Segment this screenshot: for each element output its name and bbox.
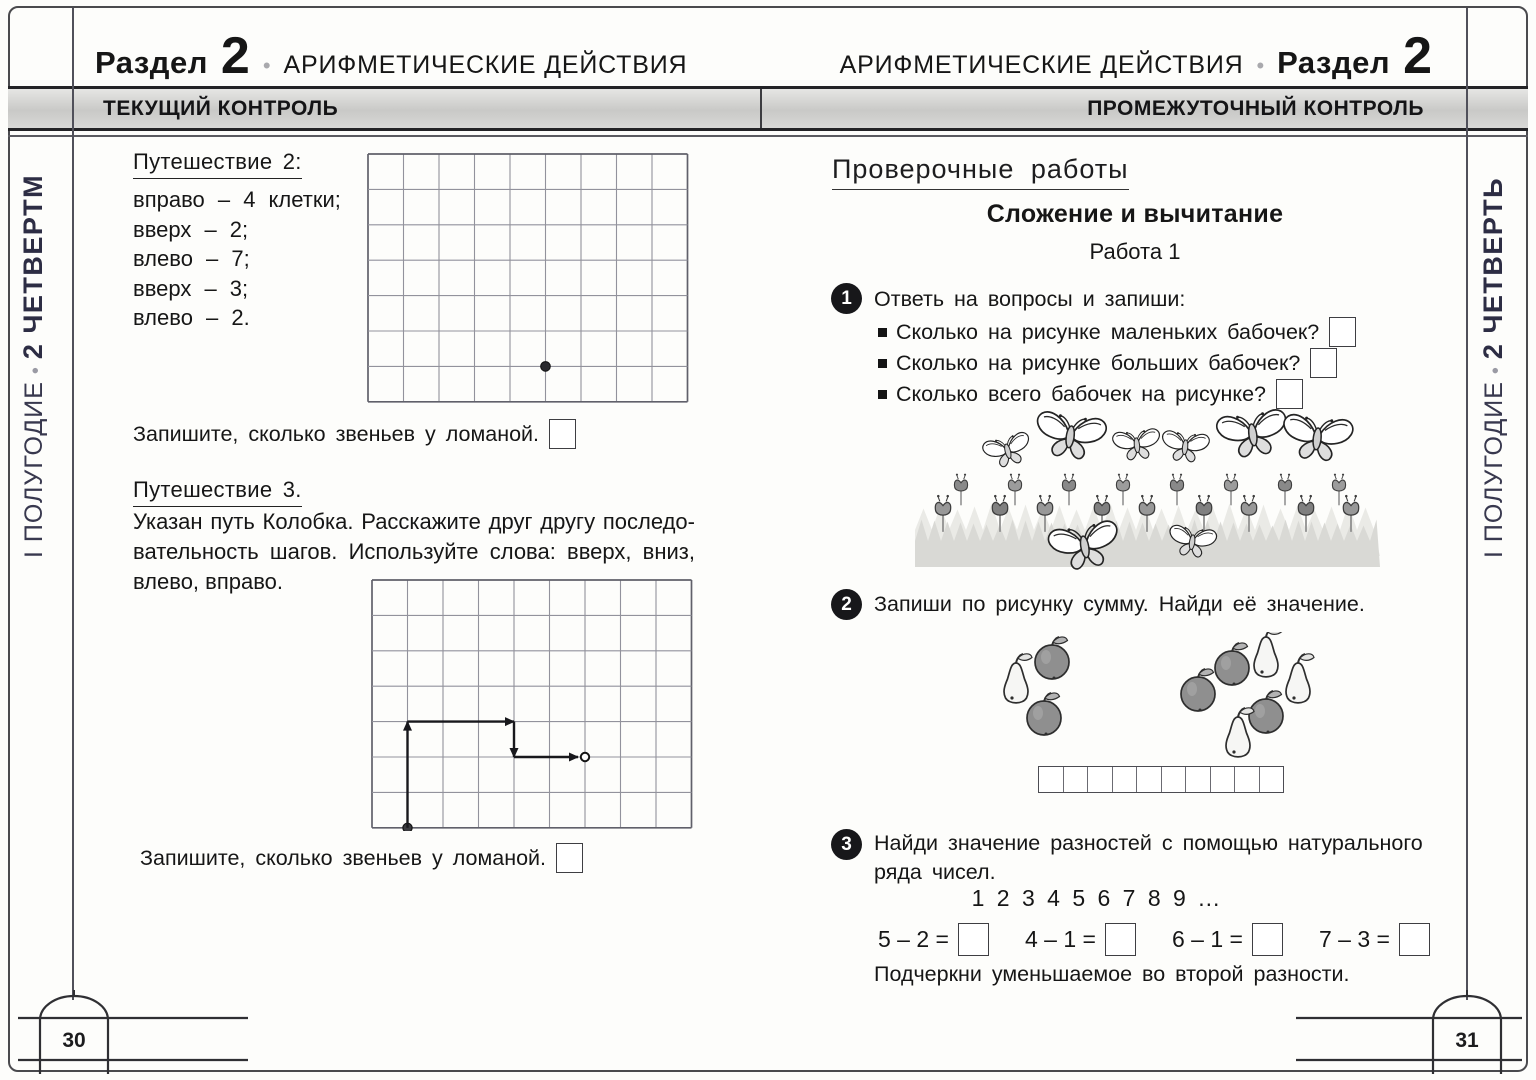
links-question-text: Запишите, сколько звеньев у ломаной. (140, 846, 547, 870)
coordinate-grid-1 (365, 151, 691, 405)
question-1-badge: 1 (831, 283, 862, 314)
left-sidebar-caption (18, 174, 49, 558)
band-center-divider (760, 89, 762, 128)
answer-box[interactable] (549, 419, 576, 449)
answer-box[interactable] (1252, 923, 1283, 956)
small-butterfly-icon (1112, 428, 1162, 461)
links-question-text: Запишите, сколько звеньев у ломаной. (133, 422, 540, 446)
question-3-badge: 3 (831, 829, 862, 860)
paragraph-line: Указан путь Колобка. Расскажите друг другу последо- (133, 509, 695, 534)
journey-2-steps (133, 185, 341, 333)
bullet-square-icon (878, 359, 887, 368)
tulip-flower-icon (1224, 474, 1237, 506)
links-question-2 (140, 843, 583, 873)
apple-icon (1181, 669, 1215, 712)
left-page-header (95, 27, 688, 85)
answer-box[interactable] (1399, 923, 1430, 956)
answer-box[interactable] (556, 843, 583, 873)
question-2-text: Запиши по рисунку сумму. Найди её значение. (874, 592, 1365, 616)
quarter-label: 2 ЧЕТВЕРТМ (18, 173, 48, 360)
page-number-right: 31 (1455, 1029, 1479, 1052)
apple-icon (1035, 637, 1069, 680)
step-line: вверх – 2; (133, 216, 249, 242)
half-year-label: I ПОЛУГОДИЕ (20, 381, 48, 558)
question-3-line-1: Найди значение разностей с помощью натурального (874, 831, 1423, 855)
tulip-flower-icon (1008, 474, 1021, 506)
right-margin-rule (1466, 8, 1468, 1000)
left-margin-rule (72, 8, 74, 1000)
journey-2-title: Путешествие 2: (133, 149, 302, 179)
pear-icon (1254, 632, 1282, 677)
answer-strip-cell[interactable] (1137, 767, 1162, 792)
separator-dot-icon: • (1256, 53, 1265, 78)
small-butterfly-icon (981, 431, 1034, 471)
separator-dot-icon: • (1485, 366, 1507, 375)
subtraction-equations-row (878, 923, 1430, 956)
answer-box[interactable] (1329, 317, 1356, 347)
section-label: Раздел (1277, 45, 1391, 80)
answer-strip-cell[interactable] (1039, 767, 1064, 792)
tulip-flower-icon (1062, 474, 1075, 506)
section-label: Раздел (95, 45, 208, 80)
answer-box[interactable] (1105, 923, 1136, 956)
question-text: Сколько всего бабочек на рисунке? (896, 382, 1266, 406)
large-butterfly-icon (1033, 411, 1107, 462)
apple-icon (1215, 643, 1249, 686)
right-page-number-ornament (1296, 990, 1528, 1074)
paragraph-line: вательность шагов. Используйте слова: вверх, вниз, (133, 539, 695, 564)
answer-strip-cell[interactable] (1088, 767, 1113, 792)
apple-icon (1027, 693, 1061, 736)
question-text: Сколько на рисунке маленьких бабочек? (896, 320, 1320, 344)
equation-text: 6 – 1 = (1172, 926, 1243, 952)
tulip-flower-icon (1170, 474, 1183, 506)
section-number: 2 (1403, 27, 1432, 85)
tulip-flower-icon (1278, 474, 1291, 506)
answer-box[interactable] (1310, 348, 1337, 378)
apple-icon (1249, 691, 1283, 734)
answer-strip-cell[interactable] (1235, 767, 1260, 792)
butterflies-and-flowers-illustration (915, 400, 1380, 585)
separator-dot-icon: • (262, 53, 271, 78)
step-line: влево – 7; (133, 246, 250, 271)
answer-strip-cell[interactable] (1186, 767, 1211, 792)
tulip-flower-icon (954, 474, 967, 506)
equation-group (1025, 923, 1136, 956)
answer-strip[interactable] (1038, 766, 1284, 793)
coordinate-grid-2 (369, 577, 695, 831)
section-number: 2 (220, 27, 250, 85)
pear-icon (1004, 654, 1032, 703)
answer-box[interactable] (958, 923, 989, 956)
topic-subtitle: Сложение и вычитание (986, 200, 1284, 228)
page-number-left: 30 (62, 1029, 86, 1052)
control-band (8, 86, 1528, 131)
works-title: Проверочные работы (832, 154, 1129, 190)
bullet-square-icon (878, 390, 887, 399)
answer-strip-cell[interactable] (1162, 767, 1187, 792)
apples-and-pears-illustration (948, 632, 1368, 762)
equation-group (1319, 923, 1430, 956)
step-line: вправо – 4 клетки; (133, 187, 341, 212)
paragraph-line: влево, вправо. (133, 569, 284, 594)
answer-strip-cell[interactable] (1064, 767, 1089, 792)
current-control-label: ТЕКУЩИЙ КОНТРОЛЬ (103, 96, 339, 120)
equation-group (878, 923, 989, 956)
question-2-badge: 2 (831, 589, 862, 620)
work-number: Работа 1 (1089, 239, 1181, 264)
intermediate-control-label: ПРОМЕЖУТОЧНЫЙ КОНТРОЛЬ (1087, 96, 1424, 120)
journey-3-title: Путешествие 3. (133, 477, 302, 507)
small-butterfly-icon (1160, 430, 1210, 463)
equation-text: 7 – 3 = (1319, 926, 1390, 952)
equation-group (1172, 923, 1283, 956)
bullet-square-icon (878, 328, 887, 337)
answer-strip-cell[interactable] (1113, 767, 1138, 792)
answer-strip-cell[interactable] (1260, 767, 1284, 792)
quarter-label: 2 ЧЕТВЕРТЬ (1478, 177, 1508, 360)
equation-text: 4 – 1 = (1025, 926, 1096, 952)
question-1-item (878, 317, 1356, 347)
right-sidebar-caption (1478, 177, 1509, 558)
separator-dot-icon: • (25, 366, 47, 375)
section-title: АРИФМЕТИЧЕСКИЕ ДЕЙСТВИЯ (283, 51, 688, 79)
step-line: вверх – 3; (133, 275, 249, 301)
section-title: АРИФМЕТИЧЕСКИЕ ДЕЙСТВИЯ (839, 51, 1244, 79)
large-butterfly-icon (1216, 409, 1290, 460)
step-line: влево – 2. (133, 305, 250, 330)
half-year-label: I ПОЛУГОДИЕ (1480, 381, 1508, 558)
answer-strip-cell[interactable] (1211, 767, 1236, 792)
question-3-line-2: ряда чисел. (874, 860, 996, 884)
right-page-header (839, 27, 1432, 85)
equation-text: 5 – 2 = (878, 926, 949, 952)
pear-icon (1286, 654, 1314, 703)
question-3-footer: Подчеркни уменьшаемое во второй разности. (874, 962, 1350, 986)
natural-number-row: 1 2 3 4 5 6 7 8 9 ... (971, 885, 1221, 911)
question-1-item (878, 348, 1337, 378)
tulip-flower-icon (1332, 474, 1345, 506)
links-question-1 (133, 419, 576, 449)
question-text: Сколько на рисунке больших бабочек? (896, 351, 1301, 375)
large-butterfly-icon (1281, 414, 1354, 463)
left-page-number-ornament (10, 990, 250, 1074)
question-1-intro: Ответь на вопросы и запиши: (874, 287, 1186, 311)
tulip-flower-icon (1116, 474, 1129, 506)
